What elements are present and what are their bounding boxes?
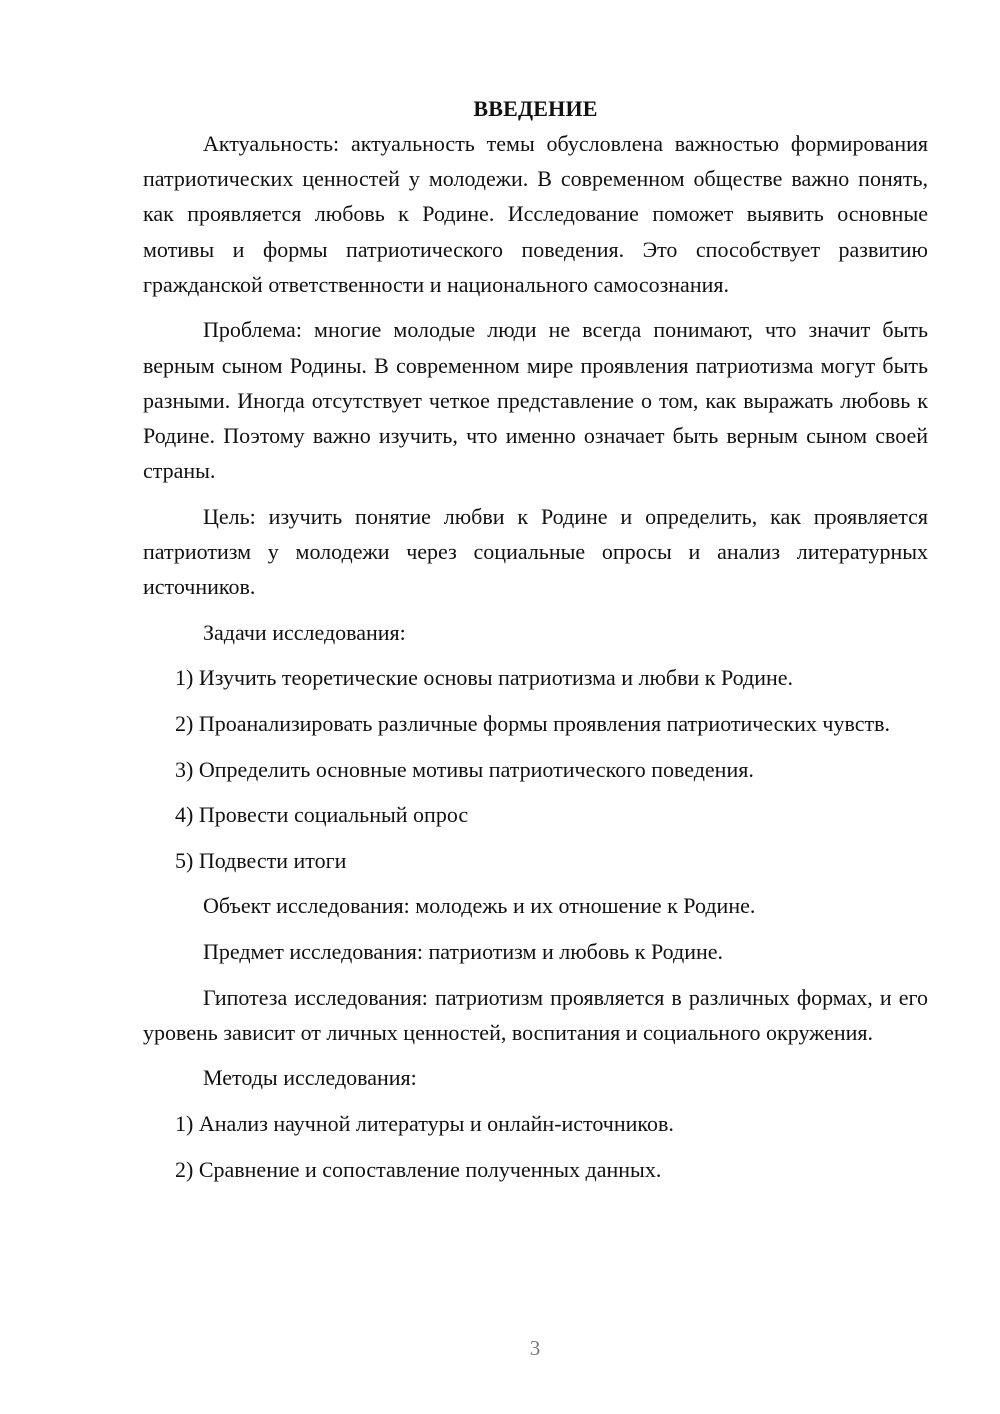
document-page: [143, 92, 928, 1197]
method-item-1: 1) Анализ научной литературы и онлайн-источников.: [175, 1110, 674, 1136]
task-item-3: 3) Определить основные мотивы патриотического поведения.: [175, 756, 754, 782]
paragraph-hypothesis: Гипотеза исследования: патриотизм проявляется в различных формах, и его уровень зависит от личных ценностей, воспитания и социального окружения.: [143, 984, 928, 1045]
methods-heading: Методы исследования:: [203, 1065, 417, 1091]
task-item-2: 2) Проанализировать различные формы проявления патриотических чувств.: [175, 711, 890, 736]
task-item-1: 1) Изучить теоретические основы патриотизма и любви к Родине.: [175, 665, 794, 691]
paragraph-subject: Предмет исследования: патриотизм и любовь к Родине.: [203, 938, 724, 964]
paragraph-relevance: Актуальность: актуальность темы обусловлена важностью формирования патриотических ценностей у молодежи. В современном обществе важно понять, как проявляется любовь к Родине. Исследование поможет выявить основные мотивы и формы патриотического поведения. Это способствует развитию гражданской ответственности и национального самосознания.: [143, 131, 928, 297]
paragraph-object: Объект исследования: молодежь и их отношение к Родине.: [203, 893, 756, 919]
page-number: 3: [529, 1336, 541, 1360]
paragraph-goal: Цель: изучить понятие любви к Родине и определить, как проявляется патриотизм у молодежи через социальные опросы и анализ литературных источников.: [143, 503, 928, 600]
method-item-2: 2) Сравнение и сопоставление полученных данных.: [175, 1156, 662, 1182]
tasks-heading: Задачи исследования:: [203, 619, 406, 645]
task-item-4: 4) Провести социальный опрос: [175, 802, 469, 828]
paragraph-problem: Проблема: многие молодые люди не всегда понимают, что значит быть верным сыном Родины. В современном мире проявления патриотизма могут быть разными. Иногда отсутствует четкое представление о том, как выражать любовь к Родине. Поэтому важно изучить, что именно означает быть верным сыном своей страны.: [143, 317, 928, 484]
section-title: ВВЕДЕНИЕ: [473, 96, 598, 121]
task-item-5: 5) Подвести итоги: [175, 847, 347, 873]
